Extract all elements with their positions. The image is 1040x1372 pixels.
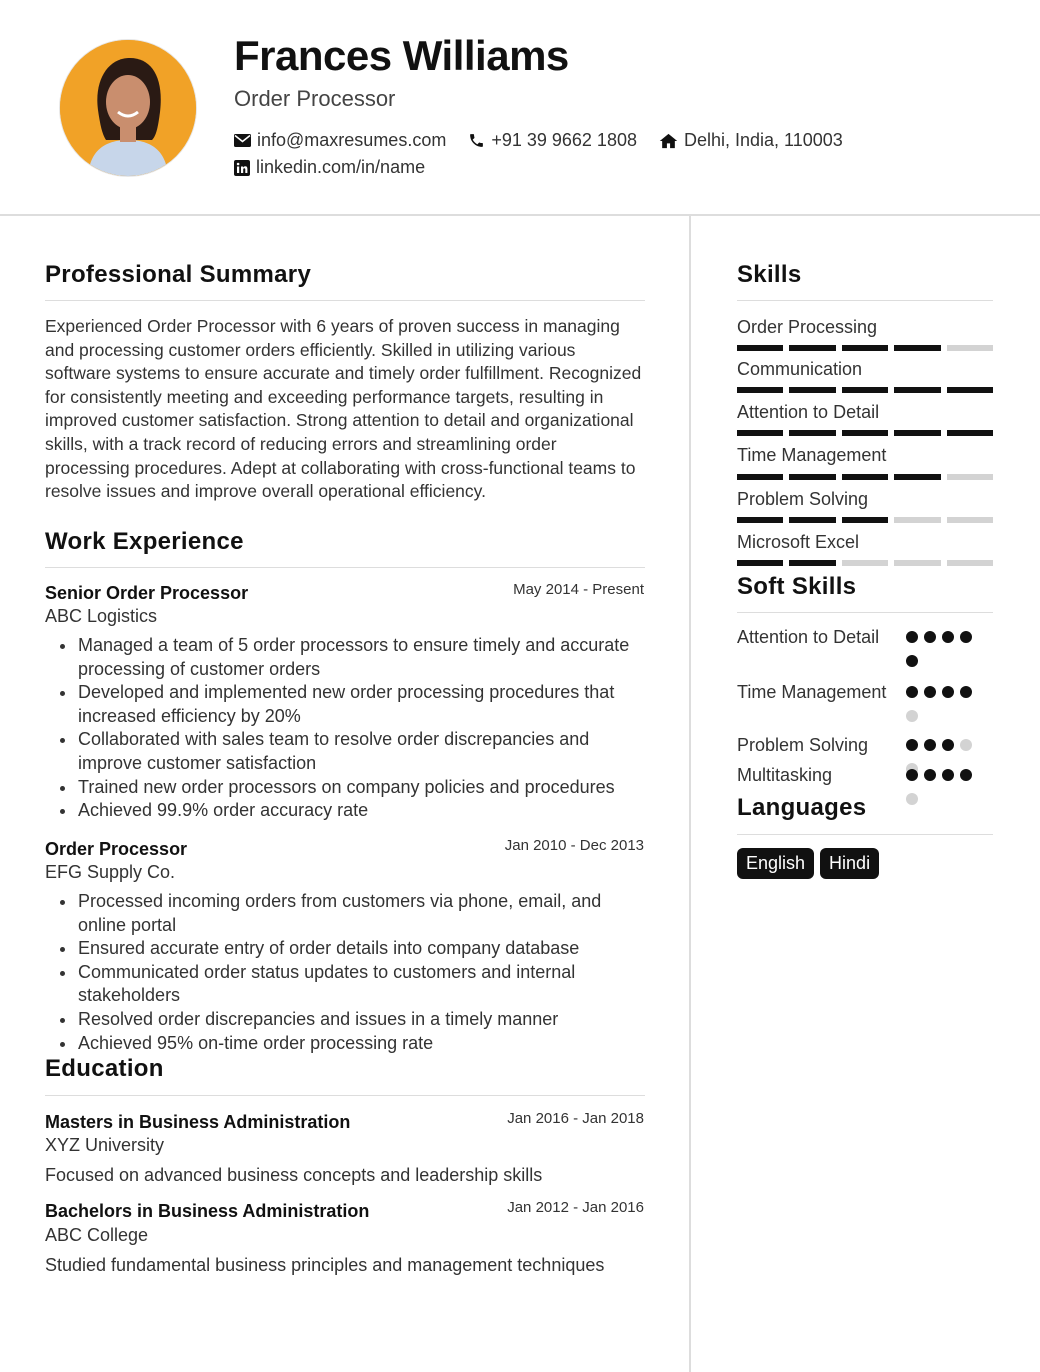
soft-skill-dots bbox=[906, 769, 978, 805]
skill-bar-segment bbox=[842, 517, 888, 523]
address-text: Delhi, India, 110003 bbox=[683, 130, 843, 150]
contact-row-2 bbox=[234, 157, 447, 178]
summary-rule bbox=[45, 300, 645, 301]
rating-dot bbox=[942, 739, 954, 751]
skill-name: Time Management bbox=[737, 445, 887, 465]
email-text: info@maxresumes.com bbox=[257, 130, 447, 150]
skill-bar-segment bbox=[947, 387, 993, 393]
degree-title: Masters in Business Administration bbox=[45, 1112, 351, 1132]
skill-bar-segment bbox=[842, 387, 888, 393]
column-divider bbox=[689, 216, 691, 1372]
profile-photo bbox=[59, 39, 197, 177]
skill-bar-segment bbox=[947, 345, 993, 351]
rating-dot bbox=[960, 739, 972, 751]
skill-bar-segment bbox=[789, 345, 835, 351]
skill-bar bbox=[737, 387, 993, 393]
job-dates: May 2014 - Present bbox=[513, 581, 644, 598]
skill-bar-segment bbox=[789, 387, 835, 393]
skill-bar-segment bbox=[947, 560, 993, 566]
languages-heading: Languages bbox=[737, 794, 867, 821]
languages-rule bbox=[737, 834, 993, 835]
bullet-item: Developed and implemented new order processing procedures that increased efficiency by 20% bbox=[45, 681, 645, 728]
rating-dot bbox=[924, 739, 936, 751]
degree-description: Studied fundamental business principles and management techniques bbox=[45, 1255, 605, 1275]
phone-icon bbox=[468, 132, 485, 149]
school-name: XYZ University bbox=[45, 1135, 165, 1155]
contact-phone[interactable] bbox=[468, 130, 637, 151]
skill-bar-segment bbox=[737, 430, 783, 436]
skill-bar-segment bbox=[894, 560, 940, 566]
skill-bar bbox=[737, 345, 993, 351]
home-icon bbox=[659, 133, 678, 149]
rating-dot bbox=[906, 710, 918, 722]
contact-address bbox=[659, 130, 843, 151]
avatar-icon bbox=[60, 40, 196, 176]
school-name: ABC College bbox=[45, 1225, 149, 1245]
bullet-item: Ensured accurate entry of order details into company database bbox=[45, 937, 645, 961]
rating-dot bbox=[960, 769, 972, 781]
skill-bar-segment bbox=[894, 430, 940, 436]
skill-bar-segment bbox=[947, 474, 993, 480]
skill-bar bbox=[737, 517, 993, 523]
skill-bar-segment bbox=[842, 345, 888, 351]
skill-bar-segment bbox=[737, 345, 783, 351]
job-dates: Jan 2010 - Dec 2013 bbox=[504, 837, 644, 854]
skills-rule bbox=[737, 300, 993, 301]
skill-bar bbox=[737, 560, 993, 566]
bullet-item: Managed a team of 5 order processors to ensure timely and accurate processing of customer orders bbox=[45, 634, 645, 681]
soft-skill-name: Attention to Detail bbox=[737, 627, 880, 647]
linkedin-icon bbox=[234, 160, 250, 176]
bullet-item: Resolved order discrepancies and issues in a timely manner bbox=[45, 1008, 645, 1032]
soft-skill-dots bbox=[906, 631, 978, 667]
soft-skill-name: Problem Solving bbox=[737, 735, 869, 755]
skill-bar-segment bbox=[737, 387, 783, 393]
job-company: EFG Supply Co. bbox=[45, 862, 176, 882]
degree-description: Focused on advanced business concepts and leadership skills bbox=[45, 1165, 543, 1185]
candidate-title: Order Processor bbox=[234, 86, 396, 111]
skill-bar bbox=[737, 430, 993, 436]
skill-bar-segment bbox=[737, 474, 783, 480]
rating-dot bbox=[906, 631, 918, 643]
skill-name: Order Processing bbox=[737, 317, 878, 337]
bullet-item: Achieved 99.9% order accuracy rate bbox=[45, 799, 645, 823]
skill-name: Communication bbox=[737, 359, 863, 379]
rating-dot bbox=[942, 631, 954, 643]
job-company: ABC Logistics bbox=[45, 606, 158, 626]
skill-name: Attention to Detail bbox=[737, 402, 880, 422]
contact-email[interactable] bbox=[234, 130, 446, 151]
bullet-item: Achieved 95% on-time order processing rate bbox=[45, 1032, 645, 1056]
job-title: Order Processor bbox=[45, 839, 188, 859]
rating-dot bbox=[924, 769, 936, 781]
candidate-name: Frances Williams bbox=[234, 32, 569, 79]
skill-bar-segment bbox=[894, 387, 940, 393]
degree-title: Bachelors in Business Administration bbox=[45, 1201, 370, 1221]
skill-bar-segment bbox=[947, 430, 993, 436]
job-bullets bbox=[45, 890, 645, 1055]
skill-bar-segment bbox=[789, 474, 835, 480]
rating-dot bbox=[960, 686, 972, 698]
skill-bar-segment bbox=[842, 430, 888, 436]
skill-bar-segment bbox=[789, 517, 835, 523]
degree-dates: Jan 2012 - Jan 2016 bbox=[507, 1199, 644, 1216]
summary-text: Experienced Order Processor with 6 years of proven success in managing and processing customer orders efficiently. Skilled in utilizing various software systems to ensure accurate and timely order fulfillment. Recognized for consistently meeting and exceeding performance targets, resulting in improved customer satisfaction. Strong attention to detail and organizational skills, with a track record of reducing errors and streamlining order processing procedures. Adept at collaborating with cross-functional teams to resolve issues and improve overall operational efficiency. bbox=[45, 316, 642, 502]
education-rule bbox=[45, 1095, 645, 1096]
rating-dot bbox=[924, 686, 936, 698]
job-bullets bbox=[45, 634, 645, 823]
education-heading: Education bbox=[45, 1055, 164, 1082]
skill-bar-segment bbox=[842, 560, 888, 566]
summary-heading: Professional Summary bbox=[45, 261, 312, 288]
rating-dot bbox=[906, 686, 918, 698]
bullet-item: Communicated order status updates to customers and internal stakeholders bbox=[45, 961, 645, 1008]
skills-heading: Skills bbox=[737, 261, 802, 288]
skill-bar-segment bbox=[737, 560, 783, 566]
skill-bar-segment bbox=[789, 430, 835, 436]
bullet-item: Collaborated with sales team to resolve order discrepancies and improve customer satisfaction bbox=[45, 728, 645, 775]
envelope-icon bbox=[234, 134, 251, 147]
experience-rule bbox=[45, 567, 645, 568]
skill-bar bbox=[737, 474, 993, 480]
header-divider bbox=[0, 214, 1040, 216]
rating-dot bbox=[906, 739, 918, 751]
skill-bar-segment bbox=[894, 345, 940, 351]
soft-skills-heading: Soft Skills bbox=[737, 573, 857, 600]
soft-skill-dots bbox=[906, 686, 978, 722]
language-tag: English bbox=[737, 848, 814, 879]
rating-dot bbox=[960, 631, 972, 643]
rating-dot bbox=[942, 769, 954, 781]
rating-dot bbox=[906, 769, 918, 781]
contact-row bbox=[234, 130, 865, 151]
linkedin-text: linkedin.com/in/name bbox=[256, 157, 426, 177]
skill-bar-segment bbox=[789, 560, 835, 566]
language-tags bbox=[737, 848, 879, 879]
rating-dot bbox=[906, 655, 918, 667]
rating-dot bbox=[924, 631, 936, 643]
skill-bar-segment bbox=[842, 474, 888, 480]
soft-skills-rule bbox=[737, 612, 993, 613]
skill-bar-segment bbox=[894, 517, 940, 523]
rating-dot bbox=[942, 686, 954, 698]
skill-bar-segment bbox=[737, 517, 783, 523]
rating-dot bbox=[906, 793, 918, 805]
phone-text: +91 39 9662 1808 bbox=[491, 130, 637, 150]
skill-name: Microsoft Excel bbox=[737, 532, 860, 552]
resume-header bbox=[0, 0, 1040, 214]
bullet-item: Processed incoming orders from customers via phone, email, and online portal bbox=[45, 890, 645, 937]
skill-bar-segment bbox=[894, 474, 940, 480]
experience-heading: Work Experience bbox=[45, 528, 244, 555]
degree-dates: Jan 2016 - Jan 2018 bbox=[507, 1110, 644, 1127]
soft-skill-name: Multitasking bbox=[737, 765, 833, 785]
contact-linkedin[interactable] bbox=[234, 157, 425, 178]
language-tag: Hindi bbox=[820, 848, 879, 879]
skill-bar-segment bbox=[947, 517, 993, 523]
soft-skill-name: Time Management bbox=[737, 682, 887, 702]
skill-name: Problem Solving bbox=[737, 489, 869, 509]
job-title: Senior Order Processor bbox=[45, 583, 249, 603]
bullet-item: Trained new order processors on company policies and procedures bbox=[45, 776, 645, 800]
